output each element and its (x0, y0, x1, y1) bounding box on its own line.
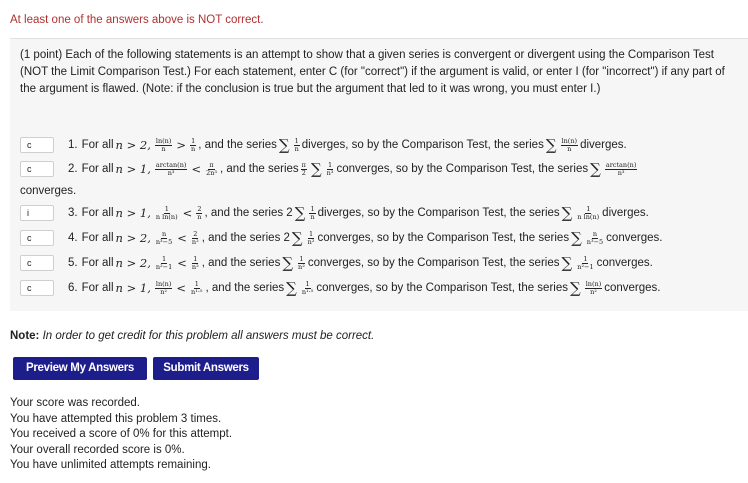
fraction: $\frac{2}{\text{n²}}$ (191, 229, 199, 246)
fraction: $\frac{\arctan(n)}{\text{n³}}$ (155, 160, 187, 177)
answer-input-3[interactable] (20, 205, 54, 221)
fraction: $\frac{2}{n}$ (197, 204, 202, 221)
fraction: $\frac{1}{\text{n¹·⁵}}$ (301, 279, 314, 296)
answer-input-1[interactable] (20, 137, 54, 153)
fraction: $\frac{\ln(n)}{\text{n²}}$ (155, 279, 172, 296)
statement-5: 5. For all n > 2, $\frac{1}{\text{n²−1}}$ < $\frac{1}{\text{n²}}$ , and the series ∑ $\frac{1}{\text{n²}}$ converges, so by the Comparison Test, the series ∑ $\frac{1}{\text{n²−1}}$ converges. (68, 254, 653, 272)
sigma-icon: ∑ (294, 204, 306, 222)
statement-3: 3. For all n > 1, $\frac{1}{\text{n ln(n)}}$ < $\frac{2}{n}$ , and the series 2 ∑ $\frac{1}{n}$ diverges, so by the Comparison Test, the series ∑ $\frac{1}{\text{n ln(n)}}$ diverges. (68, 204, 649, 222)
status-line: Your score was recorded. (10, 397, 140, 409)
submit-answers-button[interactable]: Submit Answers (153, 357, 259, 380)
fraction: $\frac{1}{\text{n²}}$ (298, 254, 305, 271)
sigma-icon: ∑ (545, 136, 557, 154)
fraction: $\frac{1}{\text{n²−1}}$ (155, 254, 173, 271)
status-line: You have attempted this problem 3 times. (10, 412, 222, 425)
fraction: $\frac{1}{\text{n²}}$ (307, 229, 315, 246)
answer-input-4[interactable] (20, 230, 54, 246)
statement-row-3 (20, 205, 649, 221)
fraction: $\frac{1}{\text{n²}}$ (191, 254, 199, 271)
fraction: $\frac{n}{\text{n³−5}}$ (155, 229, 173, 246)
fraction: $\frac{1}{\text{n²−1}}$ (577, 254, 594, 271)
note-label: Note: (10, 330, 40, 342)
fraction: $\frac{1}{\text{n ln(n)}}$ (155, 204, 178, 221)
problem-intro: (1 point) Each of the following statements is an attempt to show that a given series is convergent or divergent using the Comparison Test (NOT the Limit Comparison Test.) For each statement, enter C (for "correct") if the argument is valid, or enter I (for "incorrect") if any part of the argument is flawed. (Note: if the conclusion is true but the argument that led to it was wrong, you must enter I.) (20, 49, 725, 95)
preview-answers-button[interactable]: Preview My Answers (13, 357, 147, 380)
credit-note (10, 330, 374, 342)
fraction: $\frac{\ln(n)}{n}$ (155, 136, 172, 153)
fraction: $\frac{1}{n}$ (294, 136, 299, 153)
fraction: $\frac{1}{\text{n¹·⁵}}$ (191, 279, 203, 296)
sigma-icon: ∑ (278, 136, 290, 154)
statement-1: 1. For all n > 2, $\frac{\ln(n)}{n}$ > $\frac{1}{n}$ , and the series ∑ $\frac{1}{n}$ diverges, so by the Comparison Test, the series ∑ $\frac{\ln(n)}{n}$ diverges. (68, 136, 627, 154)
status-line: You have unlimited attempts remaining. (10, 459, 211, 471)
sigma-icon: ∑ (310, 160, 322, 178)
sigma-icon: ∑ (561, 254, 573, 272)
score-status (10, 396, 232, 474)
fraction: $\frac{1}{n}$ (191, 136, 196, 153)
fraction: $\frac{\ln(n)}{n}$ (561, 136, 578, 153)
statement-4: 4. For all n > 2, $\frac{n}{\text{n³−5}}$ < $\frac{2}{\text{n²}}$ , and the series 2 ∑ $\frac{1}{\text{n²}}$ converges, so by the Comparison Test, the series ∑ $\frac{n}{\text{n³−5}}$ converges. (68, 229, 663, 247)
statement-2: 2. For all n > 1, $\frac{\arctan(n)}{\text{n³}}$ < $\frac{\pi}{\text{2n³}}$ , and the series $\frac{\pi}{2}$ ∑ $\frac{1}{\text{n³}}$ converges, so by the Comparison Test, the series ∑ $\frac{\arctan(n)}{\text{n³}}$ (68, 160, 637, 178)
fraction: $\frac{1}{\text{n³}}$ (326, 160, 334, 177)
statement-6: 6. For all n > 1, $\frac{\ln(n)}{\text{n²}}$ < $\frac{1}{\text{n¹·⁵}}$ , and the series ∑ $\frac{1}{\text{n¹·⁵}}$ converges, so by the Comparison Test, the series ∑ $\frac{\ln(n)}{\text{n²}}$ converges. (68, 279, 661, 297)
sigma-icon: ∑ (286, 279, 297, 297)
fraction: $\frac{1}{\text{n ln(n)}}$ (577, 204, 600, 221)
fraction: $\frac{\ln(n)}{\text{n²}}$ (585, 279, 602, 296)
status-line: You received a score of 0% for this attempt. (10, 428, 233, 440)
sigma-icon: ∑ (561, 204, 573, 222)
statement-row-4 (20, 230, 662, 246)
fraction: $\frac{n}{\text{n³−5}}$ (586, 229, 604, 246)
sigma-icon: ∑ (282, 254, 294, 272)
sigma-icon: ∑ (571, 229, 582, 247)
answer-input-6[interactable] (20, 280, 54, 296)
status-line: Your overall recorded score is 0%. (10, 443, 185, 456)
sigma-icon: ∑ (569, 279, 581, 297)
sigma-icon: ∑ (291, 229, 303, 247)
fraction: $\frac{\pi}{2}$ (301, 160, 306, 177)
answer-input-5[interactable] (20, 255, 54, 271)
statement-row-6 (20, 280, 661, 296)
statement-row-2 (20, 161, 639, 177)
sigma-icon: ∑ (590, 160, 601, 178)
statement-row-5 (20, 255, 653, 271)
incorrect-warning: At least one of the answers above is NOT correct. (10, 14, 264, 26)
statement-2-continuation: converges. (20, 185, 77, 197)
statement-row-1 (20, 137, 627, 153)
answer-input-2[interactable] (20, 161, 54, 177)
fraction: $\frac{\arctan(n)}{\text{n³}}$ (605, 160, 637, 177)
note-text: In order to get credit for this problem all answers must be correct. (42, 330, 375, 342)
fraction: $\frac{1}{n}$ (310, 204, 315, 221)
fraction: $\frac{\pi}{\text{2n³}}$ (206, 160, 218, 177)
problem-panel (10, 38, 748, 311)
